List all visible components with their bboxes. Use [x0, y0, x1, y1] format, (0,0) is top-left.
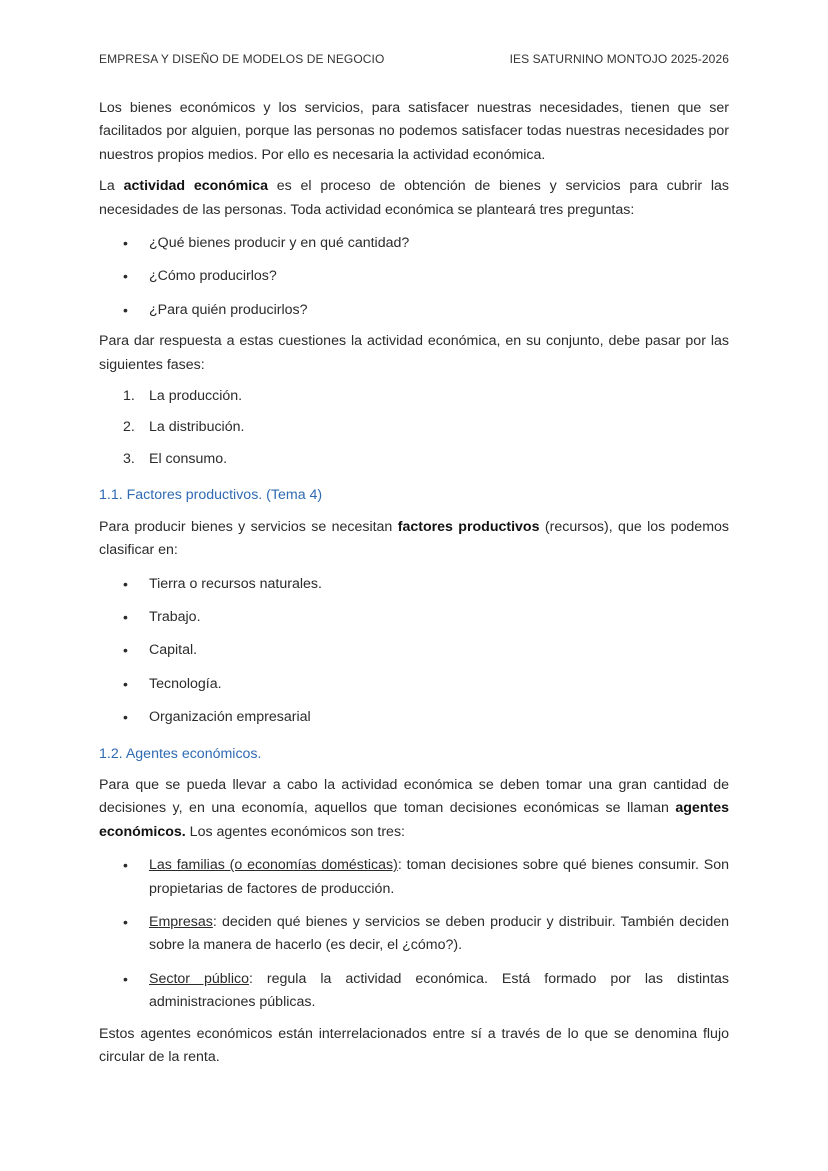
intro-paragraph-1: Los bienes económicos y los servicios, para satisfacer nuestras necesidades, tienen que ser facilitados por alguien, porque las personas no podemos satisfacer todas nuestras necesidades por nuestros propios medios. Por ello es necesaria la actividad económica.: [99, 100, 729, 163]
agent-description: : toman decisiones sobre qué bienes consumir. Son propietarias de factores de producción.: [149, 857, 729, 897]
agent-description: : regula la actividad económica. Está formado por las distintas administraciones públicas.: [149, 970, 730, 1011]
section-2-bold-term: agentes económicos.: [99, 800, 729, 840]
intro-paragraph-3: Para dar respuesta a estas cuestiones la actividad económica, en su conjunto, debe pasar por las siguientes fases:: [99, 333, 729, 373]
intro-paragraph-2: [99, 175, 729, 222]
section-2-paragraph: [99, 774, 729, 844]
list-item: • ¿Para quién producirlos?: [99, 299, 729, 322]
list-item: • Capital.: [99, 639, 729, 662]
section-1-paragraph: [99, 516, 729, 563]
list-number: 2.: [123, 419, 135, 436]
section-1-p-pre: Para producir bienes y servicios se necesitan: [99, 518, 398, 535]
list-item: • ¿Qué bienes producir y en qué cantidad?: [99, 232, 729, 255]
section-1-p-post: (recursos), que los podemos clasificar en:: [99, 518, 729, 559]
list-item: [99, 968, 729, 1015]
section-2-p-post: Los agentes económicos son tres:: [185, 823, 405, 840]
list-item: [99, 448, 729, 471]
intro-p2-post: es el proceso de obtención de bienes y servicios para cubrir las necesidades de las personas. Toda actividad económica se planteará tres preguntas:: [99, 178, 729, 218]
agent-name: Las familias (o economías domésticas): [149, 857, 398, 874]
phases-list: [99, 385, 729, 471]
agents-list: [99, 854, 729, 1014]
document-body: [99, 97, 729, 1069]
intro-p2-bold-term: actividad económica: [123, 178, 268, 195]
agent-name: Sector público: [149, 970, 249, 987]
closing-paragraph: Estos agentes económicos están interrelacionados entre sí a través de lo que se denomina flujo circular de la renta.: [99, 1025, 729, 1065]
section-1-heading: 1.1. Factores productivos. (Tema 4): [99, 487, 323, 504]
list-item-text: El consumo.: [149, 450, 228, 467]
questions-list: [99, 232, 729, 322]
list-item: • Organización empresarial: [99, 706, 729, 729]
header-left-title: EMPRESA Y DISEÑO DE MODELOS DE NEGOCIO: [99, 52, 385, 66]
list-item-text: La producción.: [149, 388, 243, 405]
list-item: • Tecnología.: [99, 673, 729, 696]
list-item: [99, 416, 729, 439]
list-item: • Tierra o recursos naturales.: [99, 573, 729, 596]
list-item-text: La distribución.: [149, 419, 245, 436]
list-item: • Trabajo.: [99, 606, 729, 629]
agent-name: Empresas: [149, 913, 213, 930]
list-number: 3.: [123, 450, 135, 467]
list-item: [99, 854, 729, 901]
list-item: • ¿Cómo producirlos?: [99, 265, 729, 288]
list-item: [99, 385, 729, 408]
list-number: 1.: [123, 388, 135, 405]
factors-list: [99, 573, 729, 730]
section-1-bold-term: factores productivos: [397, 518, 540, 535]
list-item: [99, 911, 729, 958]
section-2-p-pre: Para que se pueda llevar a cabo la actividad económica se deben tomar una gran cantidad de decisiones y, en una economía, aquellos que toman decisiones económicas se llaman: [99, 776, 729, 817]
agent-description: : deciden qué bienes y servicios se deben producir y distribuir. También deciden sobre la manera de hacerlo (es decir, el ¿cómo?).: [149, 913, 729, 954]
section-2-heading: 1.2. Agentes económicos.: [99, 745, 262, 762]
header-right-title: IES SATURNINO MONTOJO 2025-2026: [509, 52, 729, 66]
intro-p2-pre: La: [99, 178, 124, 195]
page-header: [99, 52, 729, 66]
